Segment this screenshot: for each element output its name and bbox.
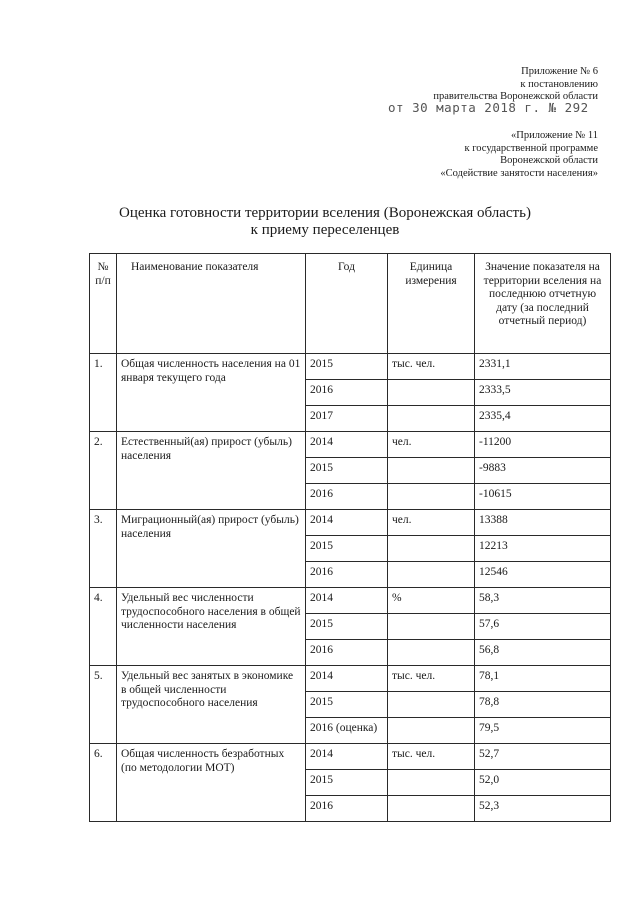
unit-cell: чел.	[388, 510, 475, 536]
unit-cell-empty	[388, 770, 475, 796]
year-cell: 2015	[306, 614, 388, 640]
value-cell: -9883	[475, 458, 611, 484]
header-line: «Содействие занятости населения»	[440, 167, 598, 179]
unit-cell: %	[388, 588, 475, 614]
unit-cell: тыс. чел.	[388, 354, 475, 380]
value-cell: 2333,5	[475, 380, 611, 406]
indicator-name: Естественный(ая) прирост (убыль) населения	[117, 432, 306, 510]
row-number: 5.	[90, 666, 117, 744]
year-cell: 2016	[306, 562, 388, 588]
year-cell: 2014	[306, 432, 388, 458]
year-cell: 2016	[306, 640, 388, 666]
year-cell: 2015	[306, 458, 388, 484]
row-number: 4.	[90, 588, 117, 666]
value-cell: 79,5	[475, 718, 611, 744]
value-cell: 2335,4	[475, 406, 611, 432]
unit-cell-empty	[388, 614, 475, 640]
value-cell: 52,7	[475, 744, 611, 770]
unit-cell: тыс. чел.	[388, 666, 475, 692]
unit-cell: чел.	[388, 432, 475, 458]
table-row	[90, 666, 611, 692]
value-cell: 52,3	[475, 796, 611, 822]
row-number: 6.	[90, 744, 117, 822]
table-row	[90, 744, 611, 770]
year-cell: 2014	[306, 666, 388, 692]
column-header-indicator: Наименование показателя	[117, 254, 306, 354]
header-line: правительства Воронежской области	[433, 91, 598, 102]
indicator-name: Удельный вес занятых в экономике в общей численности трудоспособного населения	[117, 666, 306, 744]
program-appendix-header	[440, 130, 598, 180]
value-cell: 56,8	[475, 640, 611, 666]
unit-cell: тыс. чел.	[388, 744, 475, 770]
year-cell: 2014	[306, 510, 388, 536]
value-cell: 58,3	[475, 588, 611, 614]
row-number: 3.	[90, 510, 117, 588]
year-cell: 2015	[306, 536, 388, 562]
indicator-name: Общая численность населения на 01 января текущего года	[117, 354, 306, 432]
value-cell: -11200	[475, 432, 611, 458]
table-row	[90, 432, 611, 458]
table-row	[90, 354, 611, 380]
year-cell: 2016	[306, 380, 388, 406]
unit-cell-empty	[388, 484, 475, 510]
header-line: «Приложение № 11	[511, 130, 598, 141]
column-header-number: № п/п	[90, 254, 117, 354]
unit-cell-empty	[388, 380, 475, 406]
unit-cell-empty	[388, 718, 475, 744]
title-line-2: к приему переселенцев	[250, 222, 400, 238]
year-cell: 2015	[306, 692, 388, 718]
table-row	[90, 588, 611, 614]
appendix-header	[433, 66, 598, 104]
unit-cell-empty	[388, 406, 475, 432]
row-number: 2.	[90, 432, 117, 510]
year-cell: 2016 (оценка)	[306, 718, 388, 744]
value-cell: 78,1	[475, 666, 611, 692]
value-cell: 52,0	[475, 770, 611, 796]
value-cell: 78,8	[475, 692, 611, 718]
value-cell: 12546	[475, 562, 611, 588]
header-line: к постановлению	[520, 78, 598, 90]
header-line: к государственной программе	[464, 142, 598, 154]
value-cell: 57,6	[475, 614, 611, 640]
column-header-year: Год	[306, 254, 388, 354]
year-cell: 2016	[306, 484, 388, 510]
header-line: Воронежской области	[500, 155, 598, 166]
unit-cell-empty	[388, 458, 475, 484]
column-header-value: Значение показателя на территории вселения на последнюю отчетную дату (за последний отчетный период)	[475, 254, 611, 354]
value-cell: 13388	[475, 510, 611, 536]
column-header-unit: Единица измерения	[388, 254, 475, 354]
indicator-name: Миграционный(ая) прирост (убыль) населения	[117, 510, 306, 588]
indicators-table	[89, 253, 611, 822]
value-cell: -10615	[475, 484, 611, 510]
date-stamp: от 30 марта 2018 г. № 292	[388, 100, 589, 115]
unit-cell-empty	[388, 692, 475, 718]
unit-cell-empty	[388, 796, 475, 822]
unit-cell-empty	[388, 640, 475, 666]
year-cell: 2015	[306, 770, 388, 796]
indicator-name: Общая численность безработных (по методологии МОТ)	[117, 744, 306, 822]
value-cell: 2331,1	[475, 354, 611, 380]
title-line-1: Оценка готовности территории вселения (Воронежская область)	[119, 205, 531, 221]
year-cell: 2016	[306, 796, 388, 822]
year-cell: 2014	[306, 744, 388, 770]
unit-cell-empty	[388, 536, 475, 562]
year-cell: 2017	[306, 406, 388, 432]
header-line: Приложение № 6	[521, 66, 598, 77]
row-number: 1.	[90, 354, 117, 432]
indicator-name: Удельный вес численности трудоспособного населения в общей численности населения	[117, 588, 306, 666]
table-row	[90, 510, 611, 536]
year-cell: 2015	[306, 354, 388, 380]
year-cell: 2014	[306, 588, 388, 614]
unit-cell-empty	[388, 562, 475, 588]
value-cell: 12213	[475, 536, 611, 562]
document-title	[0, 205, 640, 239]
table-header-row	[90, 254, 611, 354]
